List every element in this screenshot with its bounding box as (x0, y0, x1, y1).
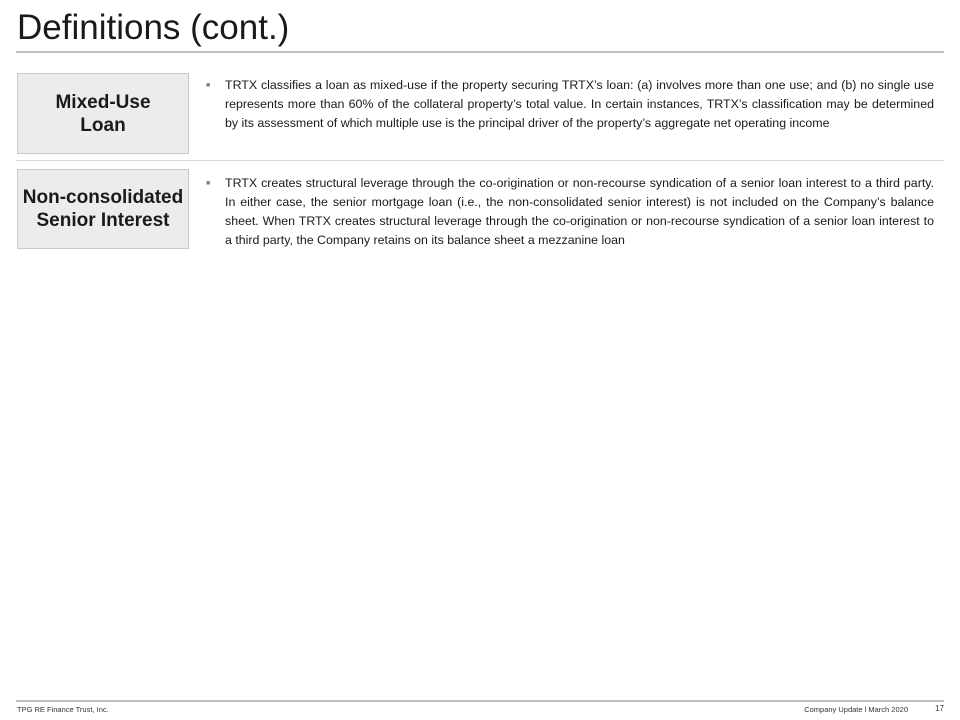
term-label-line2: Senior Interest (36, 210, 170, 231)
bullet-icon: ■ (206, 82, 211, 89)
term-label-line2: Loan (80, 114, 126, 136)
page-number: 17 (935, 704, 944, 713)
term-box-mixed-use-loan (17, 73, 189, 154)
definition-text: TRTX creates structural leverage through the co-origination or non-recourse syndication of a senior loan interest to a third party. In either case, the senior mortgage loan (i.e., the non-consolidated senior interest) is not included on the Company’s balance sheet. When TRTX creates structural leverage through the co-origination or non-recourse syndication of a senior loan interest to a third party, the Company retains on its balance sheet a mezzanine loan (225, 176, 934, 247)
footer-divider (16, 700, 944, 702)
title-divider (16, 51, 944, 53)
bullet-icon: ■ (206, 180, 211, 187)
definition-mixed-use-loan (206, 76, 934, 133)
footer-update-label: Company Update l March 2020 (804, 705, 908, 714)
definition-non-consolidated-senior-interest (206, 174, 934, 250)
term-box-non-consolidated-senior-interest (17, 169, 189, 249)
term-label-line1: Mixed-Use (55, 91, 151, 113)
footer-company: TPG RE Finance Trust, Inc. (17, 705, 109, 714)
term-label-line1: Non-consolidated (22, 187, 184, 208)
row-divider (16, 160, 944, 161)
page-title: Definitions (cont.) (17, 8, 290, 47)
definition-text: TRTX classifies a loan as mixed-use if the property securing TRTX’s loan: (a) involves more than one use; and (b) no single use represents more than 60% of the collateral property’s total value. In certain instances, TRTX’s classification may be determined by its assessment of which multiple use is the principal driver of the property’s aggregate net operating income (225, 78, 934, 130)
